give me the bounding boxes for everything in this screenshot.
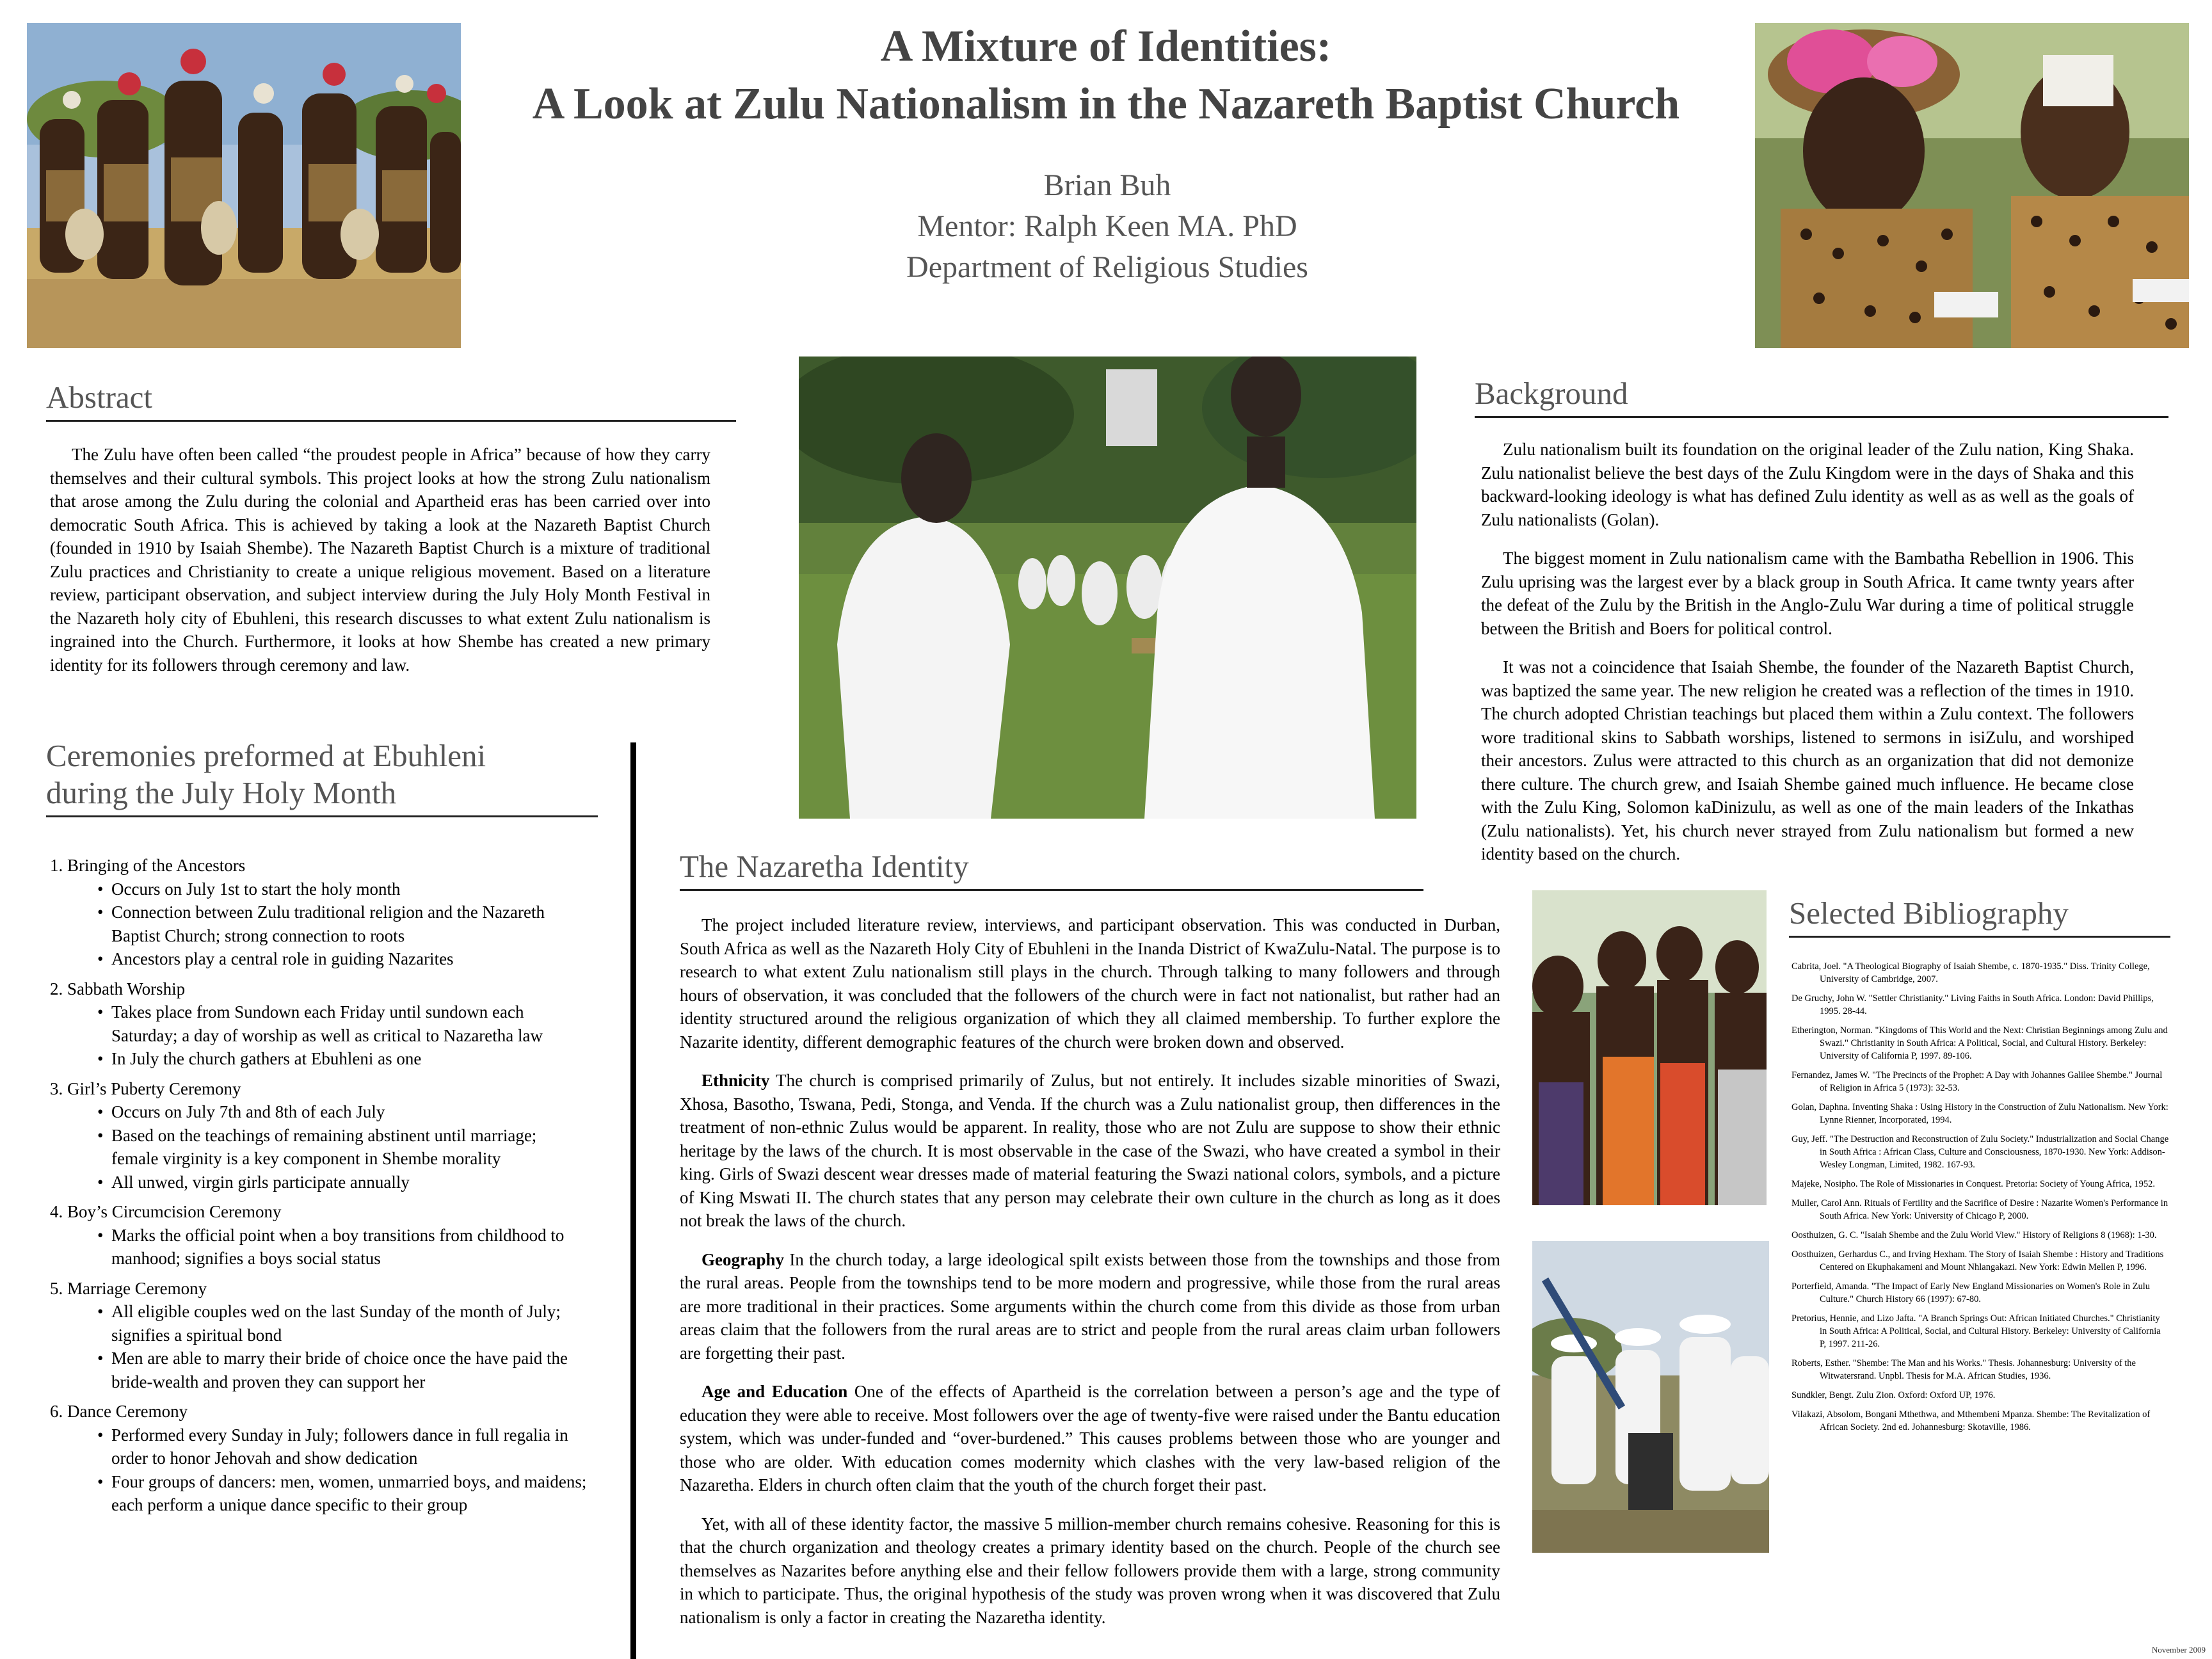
author-block — [640, 165, 1575, 288]
bibliography-entry: Oosthuizen, G. C. "Isaiah Shembe and the Zulu World View." History of Religions 8 (1968): 1-30. — [1791, 1230, 2157, 1240]
mentor-name: Mentor: Ralph Keen MA. PhD — [917, 209, 1297, 243]
bibliography-entry: Cabrita, Joel. "A Theological Biography of Isaiah Shembe, c. 1870-1935." Diss. Trinity College, University of Cambridge, 2007. — [1791, 961, 2150, 984]
ceremony-bullet: • Occurs on July 7th and 8th of each July — [111, 1100, 588, 1124]
department-name: Department of Religious Studies — [906, 250, 1308, 284]
bibliography-entry: Porterfield, Amanda. "The Impact of Early New England Missionaries on Women's Role in Zulu Culture." Church History 66 (1997): 67-80. — [1791, 1281, 2150, 1304]
ceremony-bullet: • All eligible couples wed on the last Sunday of the month of July; signifies a spiritual bond — [111, 1300, 588, 1347]
background-paragraph: Zulu nationalism built its foundation on the original leader of the Zulu nation, King Shaka. Zulu nationalist believe the best days of the Zulu Kingdom were in the days of Shaka and this backward-looking ideology is what has defined Zulu identity as well as as well as the goals of Zulu nationalists (Golan). — [1481, 440, 2134, 529]
author-name: Brian Buh — [1043, 168, 1171, 202]
background-paragraph: It was not a coincidence that Isaiah Shembe, the founder of the Nazareth Baptist Church, was baptized the same year. The new religion he created was a reflection of the times in 1910. The church adopted Christian teachings but placed them within a Zulu context. The followers wore traditional skins to Sabbath worships, listened to sermons in isiZulu, and worshiped their ancestors. Zulus were attracted to this church as an organization that did not demonize there culture. The church grew, and Isaiah Shembe gained much influence. He became close with the Zulu King, Solomon kaDinizulu, as well as one of the main leaders of the Inkathas (Zulu nationalists). Yet, his church never strayed from Zulu nationalism but formed a new identity based on the church. — [1481, 657, 2134, 863]
background-heading: Background — [1475, 375, 2168, 418]
ceremony-bullet: • Men are able to marry their bride of choice once the have paid the bride-wealth and proven they can support her — [111, 1347, 588, 1393]
bibliography-entry: Fernandez, James W. "The Precincts of the Prophet: A Day with Johannes Galilee Shembe." Journal of Religion in Africa 5 (1973): 32-53. — [1791, 1070, 2163, 1093]
abstract-paragraph: The Zulu have often been called “the proudest people in Africa” because of how they carry themselves and their cultural symbols. This project looks at how the strong Zulu nationalism that arose among the Zulu during the colonial and Apartheid eras has been carried over into democratic South Africa. This is achieved by taking a look at the Nazareth Baptist Church (founded in 1910 by Isaiah Shembe). The Nazareth Baptist Church is a mixture of traditional Zulu practices and Christianity to create a unique religious movement. Based on a literature review, participant observation, and subject interview during the July Holy Month Festival in the Nazareth holy city of Ebuhleni, this research discusses to what extent Zulu nationalism is ingrained into the Church. Furthermore, it looks at how Shembe has created a new primary identity for its followers through ceremony and law. — [50, 445, 710, 675]
geography-label: Geography — [701, 1249, 785, 1269]
bibliography-heading: Selected Bibliography — [1789, 895, 2170, 938]
bibliography-entry: Guy, Jeff. "The Destruction and Reconstruction of Zulu Society." Industrialization and Social Change in South Africa : African Class, Culture and Consciousness, 1870-1930. New York: Addison-Wesley Longman, Limited, 1982. 167-93. — [1791, 1134, 2169, 1170]
photo-maidens — [1532, 890, 1767, 1205]
photo-white-robed-worshippers — [799, 357, 1416, 819]
photo-dancers-white-hats — [1532, 1241, 1769, 1553]
ceremony-bullet: • All unwed, virgin girls participate annually — [111, 1171, 588, 1194]
age-label: Age and Education — [701, 1382, 848, 1401]
bibliography-list — [1791, 960, 2169, 1440]
title-line-2: A Look at Zulu Nationalism in the Nazareth Baptist Church — [532, 79, 1680, 129]
abstract-heading: Abstract — [46, 379, 736, 422]
geography-text: In the church today, a large ideological spilt exists between those from the townships and those from the rural areas. People from the townships tend to be more modern and progressive, while those from the rural areas are more traditional in their practices. Some arguments within the church come from this divide as those from urban areas claim that the followers from the rural areas are to strict and people from the rural areas claim urban followers are forgetting their past. — [680, 1249, 1500, 1363]
ethnicity-text: The church is comprised primarily of Zulus, but not entirely. It includes sizable minorities of Swazi, Xhosa, Basotho, Tswana, Pedi, Stonga, and Venda. If the church was a Zulu nationalist group, then differences in the treatment of non-ethnic Zulus would be apparent. In reality, those who are not Zulu are suppose to show their ethnic heritage by the laws of the church. It is most observable in the case of the Swazi, who have created a symbol in their king. Girls of Swazi descent wear dresses made of material featuring the Swazi national colors, symbols, and a picture of King Mswati II. The church states that any person may celebrate their own culture in the church as long as it does not break the laws of the church. — [680, 1071, 1500, 1230]
ceremonies-list — [50, 854, 588, 1523]
ceremonies-heading-line-1: Ceremonies preformed at Ebuhleni — [46, 738, 486, 773]
bibliography-entry: De Gruchy, John W. "Settler Christianity." Living Faiths in South Africa. London: David Phillips, 1995. 28-44. — [1791, 993, 2154, 1016]
identity-intro: The project included literature review, interviews, and participant observation. This was conducted in Durban, South Africa as well as the Nazareth Holy City of Ebuhleni in the Inanda District of KwaZulu-Natal. The purpose is to research to what extent Zulu nationalism still plays in the church. Through talking to many followers and through hours of observation, it was concluded that the followers of the church were in fact not nationalist, but rather had an identity structured around the religious organization of which they all claimed membership. To further explore the Nazarite identity, different demographic features of the church were broken down and observed. — [680, 915, 1500, 1052]
ceremony-item — [50, 1077, 588, 1194]
photo-leopard-regalia — [1755, 23, 2189, 348]
title-line-1: A Mixture of Identities: — [880, 22, 1332, 71]
ceremony-item — [50, 854, 588, 971]
age-text: One of the effects of Apartheid is the correlation between a person’s age and the type of education they were able to receive. Most followers over the age of twenty-five were raised under the Bantu education system, which was under-funded and “over-burdened.” This causes problems between those who are younger and those who are older. With education comes modernity which clashes with the very law-based religion of the Nazaretha. Elders in church often claim that the youth of the church forget their past. — [680, 1382, 1500, 1495]
ceremony-bullet: • Takes place from Sundown each Friday until sundown each Saturday; a day of worship as well as critical to Nazaretha law — [111, 1000, 588, 1047]
identity-heading: The Nazaretha Identity — [680, 848, 1423, 891]
footer-date: November 2009 — [2151, 1645, 2206, 1655]
ceremony-bullet: • Based on the teachings of remaining abstinent until marriage; female virginity is a key component in Shembe morality — [111, 1124, 588, 1171]
bibliography-entry: Etherington, Norman. "Kingdoms of This World and the Next: Christian Beginnings among Zulu and Swazi." Christianity in South Africa: A Political, Social, and Cultural History. Berkeley: University of California P, 1997. 89-106. — [1791, 1025, 2168, 1061]
identity-age-education — [680, 1380, 1500, 1497]
ceremony-bullet: • Ancestors play a central role in guiding Nazarites — [111, 947, 588, 971]
photo-zulu-dancers — [27, 23, 461, 348]
ceremony-bullet: • Connection between Zulu traditional religion and the Nazareth Baptist Church; strong connection to roots — [111, 901, 588, 947]
bibliography-entry: Pretorius, Hennie, and Lizo Jafta. "A Branch Springs Out: African Initiated Churches." Christianity in South Africa: A Political, Social, and Cultural History. Berkeley: University of California P, 1997. 211-26. — [1791, 1313, 2161, 1349]
bibliography-entry: Muller, Carol Ann. Rituals of Fertility and the Sacrifice of Desire : Nazarite Women's Performance in South Africa. New York: University of Chicago P, 2000. — [1791, 1198, 2168, 1221]
ceremony-title: 6. Dance Ceremony — [50, 1402, 188, 1421]
ceremony-title: 1. Bringing of the Ancestors — [50, 856, 246, 875]
identity-ethnicity — [680, 1069, 1500, 1233]
ceremony-bullet: • Marks the official point when a boy transitions from childhood to manhood; signifies a boys social status — [111, 1224, 588, 1270]
ceremony-bullet: • In July the church gathers at Ebuhleni as one — [111, 1047, 588, 1071]
bibliography-entry: Vilakazi, Absolom, Bongani Mthethwa, and Mthembeni Mpanza. Shembe: The Revitalization of African Society. 2nd ed. Johannesburg: Skotaville, 1986. — [1791, 1409, 2151, 1432]
ceremony-item — [50, 1200, 588, 1270]
ceremony-title: 3. Girl’s Puberty Ceremony — [50, 1078, 241, 1098]
ceremony-item — [50, 1400, 588, 1517]
bibliography-entry: Golan, Daphna. Inventing Shaka : Using History in the Construction of Zulu Nationalism. New York: Lynne Rienner, Incorporated, 1994. — [1791, 1102, 2168, 1125]
ceremony-title: 5. Marriage Ceremony — [50, 1278, 207, 1298]
ethnicity-label: Ethnicity — [701, 1071, 770, 1090]
ceremony-bullet: • Four groups of dancers: men, women, unmarried boys, and maidens; each perform a unique dance specific to their group — [111, 1470, 588, 1517]
background-paragraph: The biggest moment in Zulu nationalism came with the Bambatha Rebellion in 1906. This Zulu uprising was the largest ever by a black group in South Africa. It came twnty years after the defeat of the Zulu by the British in the Anglo-Zulu War during a time of political struggle between the British and Boers for political control. — [1481, 549, 2134, 638]
ceremonies-heading-line-2: during the July Holy Month — [46, 775, 397, 810]
bibliography-entry: Oosthuizen, Gerhardus C., and Irving Hexham. The Story of Isaiah Shembe : History and Traditions Centered on Ekuphakameni and Mount Nhlangakazi. New York: Edwin Mellen P, 1996. — [1791, 1249, 2164, 1272]
abstract-body — [50, 443, 710, 692]
poster-title — [422, 18, 1790, 133]
bibliography-entry: Majeke, Nosipho. The Role of Missionaries in Conquest. Pretoria: Society of Young Africa, 1952. — [1791, 1179, 2155, 1189]
bibliography-entry: Roberts, Esther. "Shembe: The Man and his Works." Thesis. Johannesburg: University of the Witwatersrand. Unpbl. Thesis for M.A. African Studies, 1936. — [1791, 1358, 2136, 1381]
identity-conclusion: Yet, with all of these identity factor, the massive 5 million-member church remains cohesive. Reasoning for this is that the church organization and theology creates a primary identity based on the church. People of the church see themselves as Nazarites before anything else and their fellow followers provide them with a large, strong community in which to participate. Thus, the original hypothesis of the study was proven wrong when it was discovered that Zulu nationalism is only a factor in creating the Nazaretha identity. — [680, 1514, 1500, 1627]
ceremony-title: 4. Boy’s Circumcision Ceremony — [50, 1202, 282, 1221]
ceremony-bullet: • Occurs on July 1st to start the holy month — [111, 878, 588, 901]
identity-body — [680, 913, 1500, 1644]
background-body — [1481, 438, 2134, 881]
identity-geography — [680, 1248, 1500, 1365]
bibliography-entry: Sundkler, Bengt. Zulu Zion. Oxford: Oxford UP, 1976. — [1791, 1390, 1996, 1400]
ceremony-title: 2. Sabbath Worship — [50, 979, 186, 998]
ceremonies-heading — [46, 737, 598, 817]
column-divider — [630, 742, 636, 1659]
ceremony-item — [50, 1277, 588, 1394]
ceremony-item — [50, 977, 588, 1071]
ceremony-bullet: • Performed every Sunday in July; followers dance in full regalia in order to honor Jehovah and show dedication — [111, 1423, 588, 1470]
